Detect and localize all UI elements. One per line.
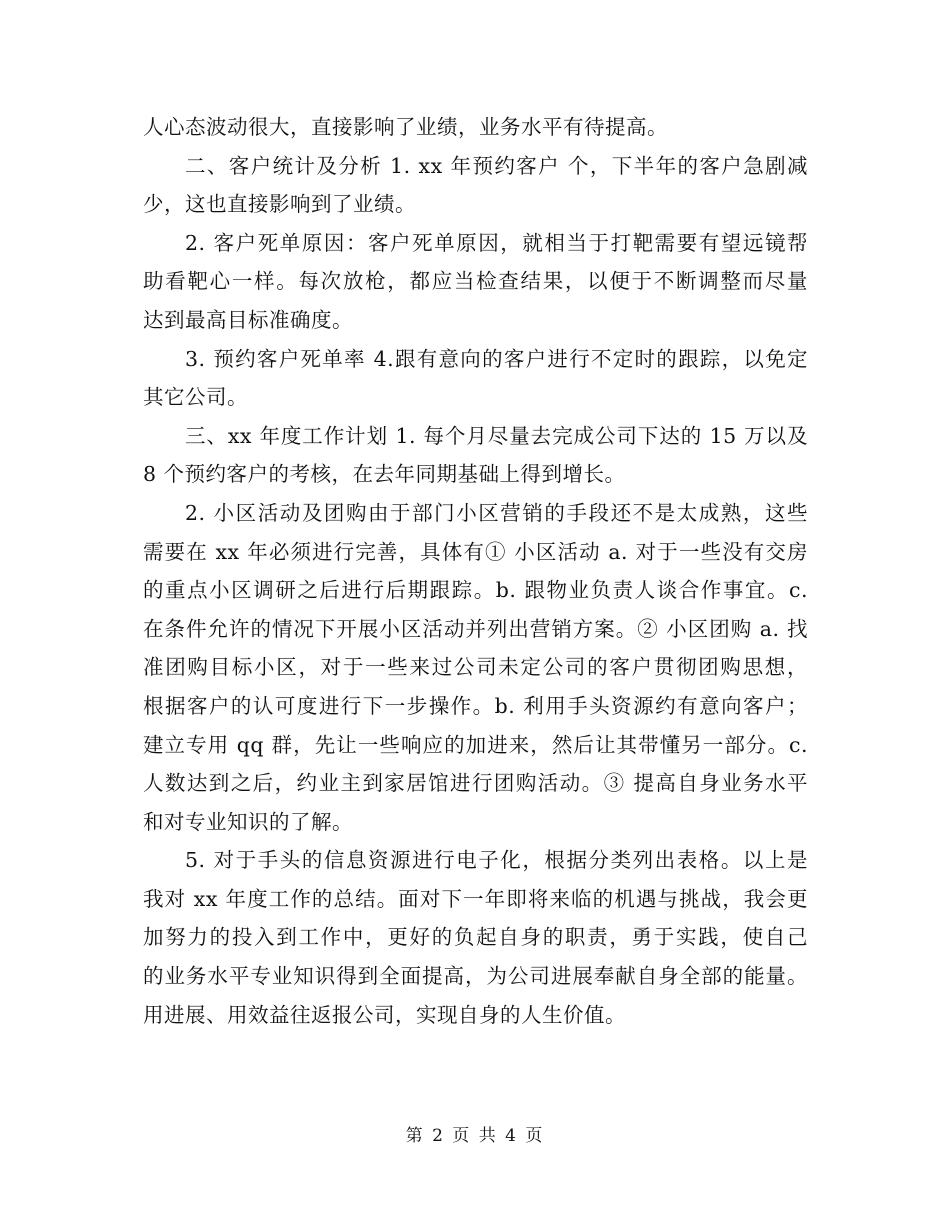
text-line: 根据客户的认可度进行下一步操作。b. 利用手头资源约有意向客户； [143, 693, 808, 718]
text-line: 三、xx 年度工作计划 1. 每个月尽量去完成公司下达的 15 万以及 [185, 423, 808, 448]
text-line: 人心态波动很大，直接影响了业绩，业务水平有待提高。 [143, 115, 668, 139]
text-line: 建立专用 qq 群，先让一些响应的加进来，然后让其带懂另一部分。c. [143, 732, 808, 757]
text-line: 二、客户统计及分析 1. xx 年预约客户 个，下半年的客户急剧减 [185, 153, 808, 178]
text-line: 人数达到之后，约业主到家居馆进行团购活动。③ 提高自身业务水平 [143, 771, 808, 796]
text-line: 在条件允许的情况下开展小区活动并列出营销方案。② 小区团购 a. 找 [143, 616, 808, 641]
text-line: 加努力的投入到工作中，更好的负起自身的职责，勇于实践，使自己 [143, 925, 808, 950]
page-number-footer: 第 2 页 共 4 页 [405, 1126, 545, 1146]
text-line: 8 个预约客户的考核，在去年同期基础上得到增长。 [143, 462, 626, 487]
text-line: 5. 对于手头的信息资源进行电子化，根据分类列出表格。以上是 [185, 848, 808, 873]
text-line: 2. 小区活动及团购由于部门小区营销的手段还不是太成熟，这些 [185, 500, 808, 525]
text-line: 少，这也直接影响到了业绩。 [143, 192, 416, 217]
text-line: 的业务水平专业知识得到全面提高，为公司进展奉献自身全部的能量。 [143, 964, 808, 989]
text-line: 和对专业知识的了解。 [143, 809, 353, 834]
text-line: 达到最高目标准确度。 [143, 307, 353, 332]
text-line: 助看靶心一样。每次放枪，都应当检查结果，以便于不断调整而尽量 [143, 269, 808, 294]
text-line: 其它公司。 [143, 385, 248, 410]
text-line: 3. 预约客户死单率 4.跟有意向的客户进行不定时的跟踪，以免定 [185, 346, 808, 371]
text-line: 的重点小区调研之后进行后期跟踪。b. 跟物业负责人谈合作事宜。c. [143, 578, 808, 603]
text-line: 需要在 xx 年必须进行完善，具体有① 小区活动 a. 对于一些没有交房 [143, 539, 808, 564]
document-body [143, 108, 808, 1034]
text-line: 准团购目标小区，对于一些来过公司未定公司的客户贯彻团购思想， [143, 655, 808, 680]
text-line: 用进展、用效益往返报公司，实现自身的人生价值。 [143, 1002, 626, 1027]
text-line: 2. 客户死单原因：客户死单原因，就相当于打靶需要有望远镜帮 [185, 230, 808, 255]
text-line: 我对 xx 年度工作的总结。面对下一年即将来临的机遇与挑战，我会更 [143, 886, 808, 911]
